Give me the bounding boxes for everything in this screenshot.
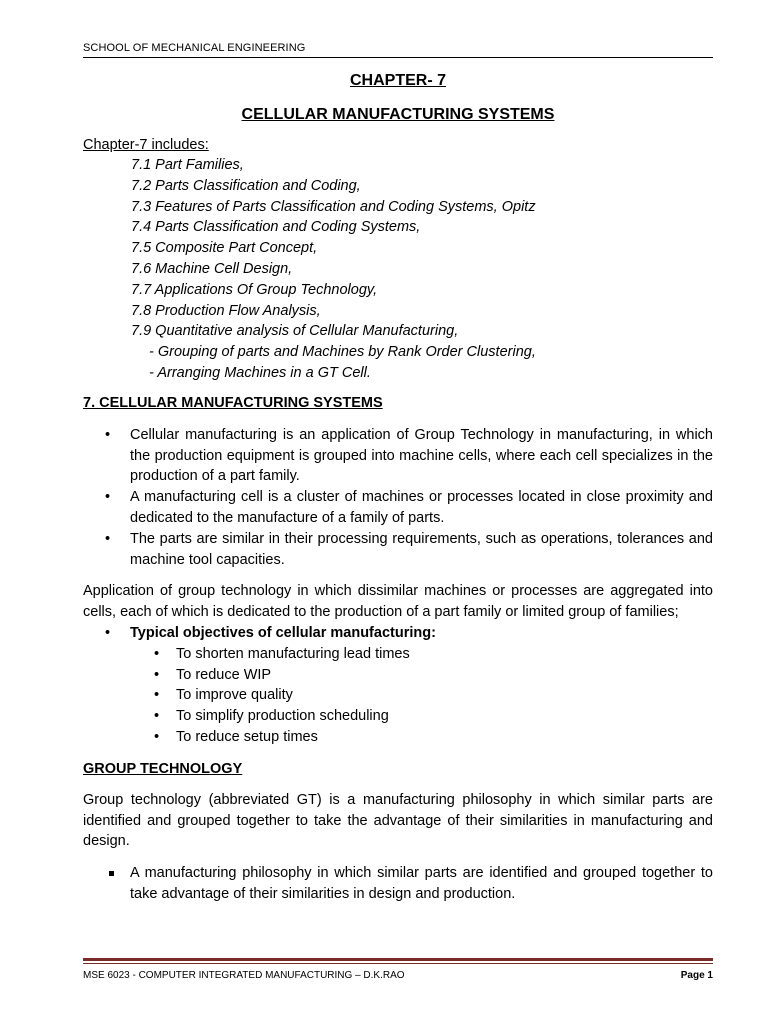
page-number: Page 1 <box>680 970 713 981</box>
list-item <box>83 623 713 644</box>
bullet-text: The parts are similar in their processing requirements, such as operations, tolerances and machine tool capacities. <box>130 530 713 568</box>
objectives-heading-list <box>83 623 713 644</box>
bullet-text: Cellular manufacturing is an application of Group Technology in manufacturing, in which the production equipment is grouped into machine cells, where each cell specializes in the production of a part family. <box>130 426 713 485</box>
footer-course-title: MSE 6023 - COMPUTER INTEGRATED MANUFACTURING – D.K.RAO <box>83 970 405 981</box>
toc-item: 7.3 Features of Parts Classification and Coding Systems, Opitz <box>131 198 536 215</box>
objective-text: To shorten manufacturing lead times <box>176 645 410 662</box>
list-item <box>83 863 713 905</box>
toc-item: 7.7 Applications Of Group Technology, <box>131 281 378 298</box>
toc-item: 7.9 Quantitative analysis of Cellular Manufacturing, <box>131 323 459 340</box>
list-item <box>83 665 713 686</box>
chapter-subtitle: CELLULAR MANUFACTURING SYSTEMS <box>241 106 555 123</box>
toc-item: 7.2 Parts Classification and Coding, <box>131 177 361 194</box>
toc-label: Chapter-7 includes: <box>83 137 209 153</box>
objective-text: To simplify production scheduling <box>176 708 389 725</box>
bullet-icon: • <box>154 645 160 662</box>
chapter-title: CHAPTER- 7 <box>349 72 446 89</box>
bullet-icon: • <box>154 708 160 725</box>
objective-text: To reduce setup times <box>176 728 318 745</box>
gt-bullet-list <box>83 863 713 905</box>
bullet-icon: • <box>154 687 160 704</box>
objective-text: To improve quality <box>176 687 293 704</box>
running-header: SCHOOL OF MECHANICAL ENGINEERING <box>83 40 713 58</box>
toc-item: 7.8 Production Flow Analysis, <box>131 302 321 319</box>
cellular-bullet-list <box>83 425 713 571</box>
list-item <box>83 644 713 665</box>
document-page <box>83 40 713 905</box>
bullet-icon: • <box>105 489 111 506</box>
list-item <box>83 487 713 529</box>
table-of-contents <box>83 155 713 384</box>
bullet-icon: • <box>154 666 160 683</box>
objective-text: To reduce WIP <box>176 666 272 683</box>
toc-item: 7.6 Machine Cell Design, <box>131 260 293 277</box>
section-heading-group-technology: GROUP TECHNOLOGY <box>83 760 243 777</box>
toc-item: 7.1 Part Families, <box>131 157 244 173</box>
toc-subitem: - Grouping of parts and Machines by Rank Order Clustering, <box>149 344 536 361</box>
square-bullet-icon <box>109 871 114 876</box>
footer-rule <box>83 963 713 964</box>
objectives-heading: Typical objectives of cellular manufacturing: <box>130 624 436 641</box>
bullet-text: A manufacturing philosophy in which similar parts are identified and grouped together to take advantage of their similarities in design and production. <box>130 865 713 902</box>
toc-item: 7.5 Composite Part Concept, <box>131 240 318 257</box>
toc-subitem: - Arranging Machines in a GT Cell. <box>149 364 371 381</box>
objectives-list <box>83 644 713 748</box>
list-item <box>83 685 713 706</box>
bullet-icon: • <box>105 530 111 547</box>
bullet-icon: • <box>105 426 111 443</box>
list-item <box>83 727 713 748</box>
page-footer <box>83 958 713 983</box>
footer-rule <box>83 958 713 961</box>
list-item <box>83 706 713 727</box>
toc-item: 7.4 Parts Classification and Coding Systems, <box>131 219 421 236</box>
section-heading-cellular: 7. CELLULAR MANUFACTURING SYSTEMS <box>83 394 383 411</box>
bullet-icon: • <box>105 624 111 641</box>
list-item <box>83 529 713 571</box>
application-paragraph: Application of group technology in which dissimilar machines or processes are aggregated into cells, each of which is dedicated to the production of a part family or limited group of families; <box>83 583 713 621</box>
list-item <box>83 425 713 487</box>
footer-row <box>83 969 713 983</box>
group-technology-paragraph: Group technology (abbreviated GT) is a manufacturing philosophy in which similar parts are identified and grouped together to take the advantage of their similarities in manufacturing and design. <box>83 791 713 850</box>
bullet-text: A manufacturing cell is a cluster of machines or processes located in close proximity and dedicated to the manufacture of a family of parts. <box>130 489 713 526</box>
bullet-icon: • <box>154 728 160 745</box>
